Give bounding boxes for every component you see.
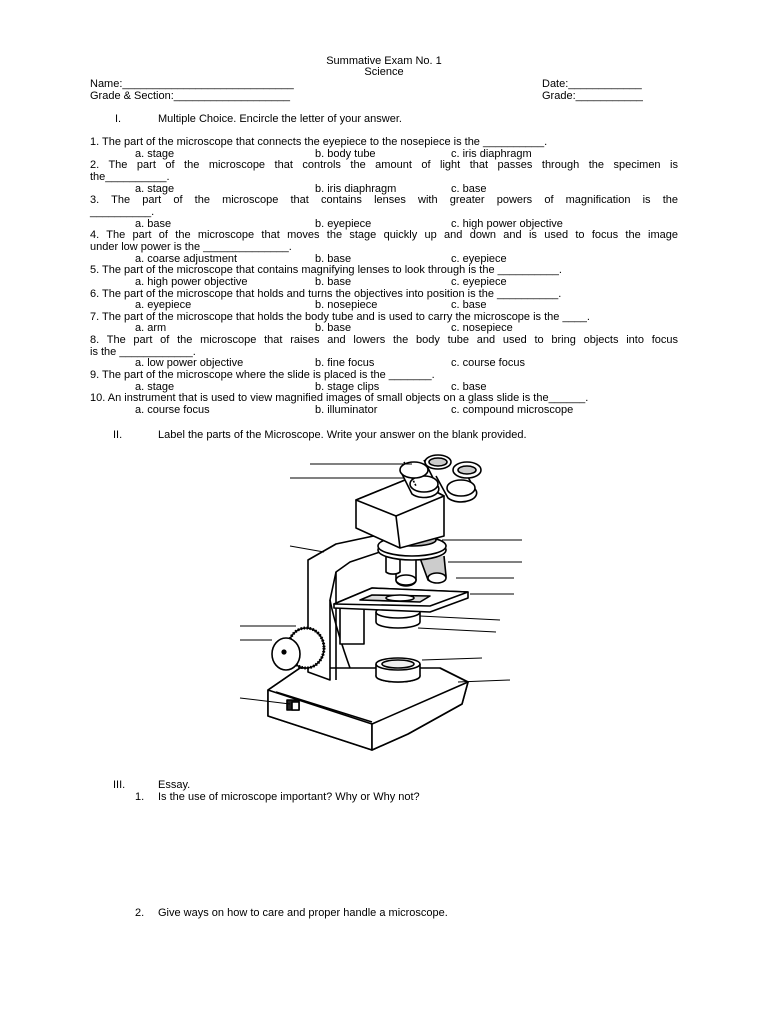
q3-choice-c: c. high power objective (451, 218, 563, 230)
q2-choice-a: a. stage (135, 183, 175, 195)
q8-choice-b: b. fine focus (315, 357, 375, 369)
grade-field: Grade:___________ (542, 90, 643, 102)
part2-numeral: II. (113, 429, 123, 441)
illuminator (376, 658, 420, 682)
essay-1-number: 1. (135, 791, 145, 803)
question-4-line1: 4. The part of the microscope that moves the stage quickly up and down and is used to focus the image (90, 229, 678, 241)
q5-choice-c: c. eyepiece (451, 276, 507, 288)
question-8-line2: is the ____________. (90, 346, 196, 358)
q9-choice-c: c. base (451, 381, 487, 393)
essay-2-number: 2. (135, 907, 145, 919)
date-field: Date:____________ (542, 78, 642, 90)
q5-choice-a: a. high power objective (135, 276, 248, 288)
part3-title: Essay. (158, 779, 191, 791)
q5-choice-b: b. base (315, 276, 352, 288)
essay-2-question: Give ways on how to care and proper handle a microscope. (158, 907, 448, 919)
q1-choice-b: b. body tube (315, 148, 376, 160)
q4-choice-c: c. eyepiece (451, 253, 507, 265)
q6-choice-c: c. base (451, 299, 487, 311)
q10-choice-b: b. illuminator (315, 404, 378, 416)
part1-instruction: Multiple Choice. Encircle the letter of your answer. (158, 113, 402, 125)
light-switch (287, 700, 299, 710)
q3-choice-b: b. eyepiece (315, 218, 372, 230)
microscope-stage (334, 588, 468, 612)
q3-choice-a: a. base (135, 218, 172, 230)
exam-title: Summative Exam No. 1 (326, 55, 442, 67)
q9-choice-b: b. stage clips (315, 381, 380, 393)
q1-choice-c: c. iris diaphragm (451, 148, 532, 160)
part3-numeral: III. (113, 779, 126, 791)
question-10: 10. An instrument that is used to view magnified images of small objects on a glass slide is the______. (90, 392, 589, 404)
name-field: Name:____________________________ (90, 78, 294, 90)
microscope-diagram (236, 448, 536, 760)
q7-choice-a: a. arm (135, 322, 167, 334)
question-9: 9. The part of the microscope where the slide is placed is the _______. (90, 369, 435, 381)
q4-choice-a: a. coarse adjustment (135, 253, 238, 265)
q8-choice-c: c. course focus (451, 357, 525, 369)
label-line-10 (422, 658, 482, 660)
grade-section-field: Grade & Section:___________________ (90, 90, 291, 102)
question-3-line1: 3. The part of the microscope that contains lenses with greater powers of magnification is the (90, 194, 678, 206)
question-7: 7. The part of the microscope that holds the body tube and is used to carry the microscope is the ____. (90, 311, 590, 323)
question-4-line2: under low power is the ______________. (90, 241, 292, 253)
q4-choice-b: b. base (315, 253, 352, 265)
question-3-line2: __________. (90, 206, 155, 218)
essay-1-question: Is the use of microscope important? Why or Why not? (158, 791, 420, 803)
q6-choice-a: a. eyepiece (135, 299, 192, 311)
question-2-line2: the__________. (90, 171, 170, 183)
label-line-3 (290, 546, 324, 552)
q7-choice-c: c. nosepiece (451, 322, 513, 334)
part2-instruction: Label the parts of the Microscope. Write your answer on the blank provided. (158, 429, 527, 441)
label-line-8 (420, 616, 500, 620)
question-6: 6. The part of the microscope that holds and turns the objectives into position is the __________. (90, 288, 562, 300)
stage-support (340, 606, 364, 644)
q8-choice-a: a. low power objective (135, 357, 244, 369)
label-line-9 (418, 628, 496, 632)
part1-numeral: I. (115, 113, 122, 125)
question-8-line1: 8. The part of the microscope that raises and lowers the body tube and used to bring objects into focus (90, 334, 678, 346)
coarse-focus-knob (272, 628, 324, 670)
q6-choice-b: b. nosepiece (315, 299, 378, 311)
q10-choice-a: a. course focus (135, 404, 210, 416)
q7-choice-b: b. base (315, 322, 352, 334)
q2-choice-c: c. base (451, 183, 487, 195)
q9-choice-a: a. stage (135, 381, 175, 393)
q1-choice-a: a. stage (135, 148, 175, 160)
question-2-line1: 2. The part of the microscope that controls the amount of light that passes through the specimen is (90, 159, 678, 171)
q10-choice-c: c. compound microscope (451, 404, 574, 416)
exam-subject: Science (364, 66, 404, 78)
q2-choice-b: b. iris diaphragm (315, 183, 397, 195)
question-5: 5. The part of the microscope that contains magnifying lenses to look through is the __________. (90, 264, 562, 276)
question-1: 1. The part of the microscope that connects the eyepiece to the nosepiece is the __________. (90, 136, 548, 148)
